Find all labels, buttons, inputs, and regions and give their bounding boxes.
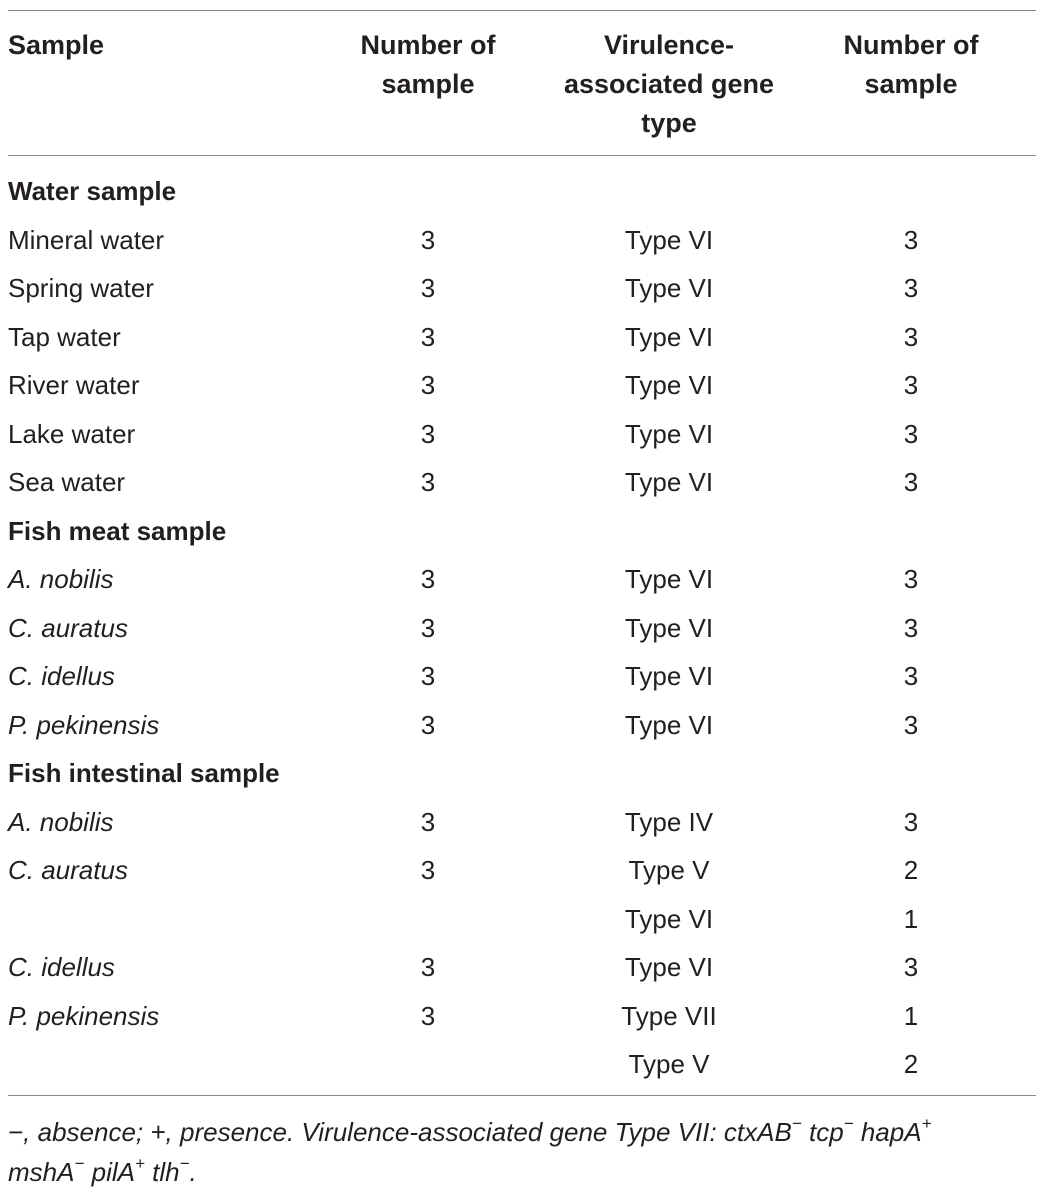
cell-number: 3 — [903, 370, 919, 400]
cell-number: 3 — [903, 952, 919, 982]
cell-number: 3 — [903, 273, 919, 303]
cell-sample: C. auratus — [8, 612, 128, 643]
cell-number: 3 — [420, 806, 436, 837]
cell-sample: Water sample — [8, 176, 177, 206]
cell-number: 2 — [903, 1049, 919, 1079]
cell-number: 3 — [420, 661, 436, 691]
table-row — [0, 361, 1042, 410]
cell-sample: C. auratus — [8, 855, 128, 885]
cell-gene-type: Type VI — [624, 370, 714, 400]
cell-gene-type: Type VI — [624, 903, 714, 934]
table-row — [0, 943, 1042, 992]
cell-sample: Lake water — [8, 418, 136, 449]
cell-gene-type: Type VI — [624, 564, 714, 594]
cell-gene-type: Type VI — [624, 224, 714, 255]
cell-number: 3 — [903, 806, 919, 837]
cell-gene-type: Type VI — [624, 418, 714, 449]
cell-sample: P. pekinensis — [8, 1000, 160, 1031]
cell-gene-type: Type VI — [624, 467, 714, 497]
cell-sample: Mineral water — [8, 224, 165, 255]
cell-gene-type: Type VII — [621, 1000, 717, 1031]
cell-number: 3 — [420, 418, 436, 449]
cell-number: 3 — [903, 467, 919, 497]
cell-gene-type: Type V — [628, 855, 710, 885]
group-row-water — [0, 167, 1042, 216]
cell-number: 3 — [420, 273, 436, 303]
cell-gene-type: Type IV — [624, 806, 714, 837]
cell-gene-type: Type V — [628, 1049, 710, 1079]
cell-number: 1 — [903, 903, 919, 934]
cell-number: 3 — [903, 564, 919, 594]
group-row-fish-meat — [0, 507, 1042, 556]
cell-sample: Spring water — [8, 273, 154, 303]
cell-sample: Fish meat sample — [8, 515, 227, 546]
cell-sample: River water — [8, 370, 140, 400]
cell-number: 3 — [903, 661, 919, 691]
cell-gene-type: Type VI — [624, 661, 714, 691]
cell-gene-type: Type VI — [624, 321, 714, 352]
table-row — [0, 846, 1042, 895]
table-row — [0, 604, 1042, 653]
cell-gene-type: Type VI — [624, 273, 714, 303]
cell-number: 3 — [903, 418, 919, 449]
cell-sample: A. nobilis — [8, 806, 114, 837]
table-row — [0, 458, 1042, 507]
header-number-of-sample-1: Number of sample — [360, 30, 496, 99]
cell-number: 1 — [903, 1000, 919, 1031]
table-row — [0, 410, 1042, 459]
table-row — [0, 652, 1042, 701]
cell-number: 3 — [420, 370, 436, 400]
cell-gene-type: Type VI — [624, 952, 714, 982]
cell-sample: C. idellus — [8, 661, 115, 691]
cell-sample: Fish intestinal sample — [8, 758, 280, 788]
table-row — [0, 701, 1042, 750]
table-bottom-rule — [8, 1095, 1036, 1096]
header-number-of-sample-2: Number of sample — [843, 30, 979, 99]
cell-number: 3 — [420, 952, 436, 982]
table-footnote: −, absence; +, presence. Virulence-associated gene Type VII: ctxAB− tcp− hapA+ mshA− pilA+ tlh−. — [8, 1114, 932, 1187]
table-row — [0, 216, 1042, 265]
cell-number: 3 — [420, 855, 436, 885]
table-row — [0, 992, 1042, 1041]
cell-number: 3 — [903, 321, 919, 352]
table-body — [0, 167, 1042, 1089]
table-row — [0, 264, 1042, 313]
cell-sample: C. idellus — [8, 952, 115, 982]
cell-number: 3 — [420, 564, 436, 594]
cell-number: 3 — [420, 612, 436, 643]
cell-number: 3 — [420, 321, 436, 352]
header-gene-type: Virulence- associated gene type — [563, 30, 775, 138]
table-row — [0, 798, 1042, 847]
cell-sample: Sea water — [8, 467, 126, 497]
table-header-rule — [8, 155, 1036, 156]
table-row — [0, 555, 1042, 604]
cell-number: 3 — [420, 224, 436, 255]
cell-number: 2 — [903, 855, 919, 885]
cell-gene-type: Type VI — [624, 612, 714, 643]
cell-number: 3 — [903, 709, 919, 740]
table-row — [0, 313, 1042, 362]
cell-number: 3 — [420, 467, 436, 497]
cell-number: 3 — [903, 224, 919, 255]
header-sample: Sample — [8, 30, 105, 60]
cell-sample: A. nobilis — [8, 564, 114, 594]
cell-gene-type: Type VI — [624, 709, 714, 740]
cell-number: 3 — [420, 1000, 436, 1031]
table-top-rule — [8, 10, 1036, 11]
cell-sample: Tap water — [8, 321, 121, 352]
cell-number: 3 — [420, 709, 436, 740]
table-row — [0, 1040, 1042, 1089]
cell-sample: P. pekinensis — [8, 709, 160, 740]
cell-number: 3 — [903, 612, 919, 643]
group-row-fish-intestinal — [0, 749, 1042, 798]
table-row — [0, 895, 1042, 944]
